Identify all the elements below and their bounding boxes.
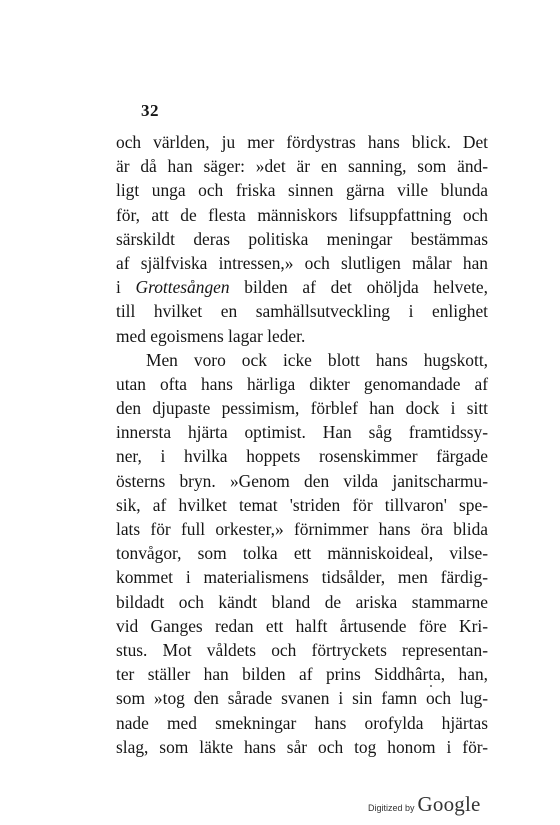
text-line: slag, som läkte hans sår och tog honom i för- [116, 736, 488, 757]
text-line: den djupaste pessimism, förblef han dock i sitt [116, 398, 488, 419]
text-line: kommet i materialismens tidsålder, men färdig- [116, 567, 488, 588]
text-line: ner, i hvilka hoppets rosenskimmer färgade [116, 446, 488, 467]
page-number: 32 [141, 101, 159, 120]
text-line: innersta hjärta optimist. Han såg framtidssy- [116, 422, 488, 443]
text-line: österns bryn. »Genom den vilda janitscharmu- [116, 470, 488, 491]
text-line: ligt unga och friska sinnen gärna ville blunda [116, 180, 488, 201]
text-line: af själfviska intressen,» och slutligen målar han [116, 252, 488, 273]
poem-title: Grottesången [135, 277, 230, 298]
text-line: som »tog den sårade svanen i sin famn och lug- [116, 688, 488, 709]
google-logo-text: Google [417, 792, 481, 816]
text-line: särskildt deras politiska meningar bestämmas [116, 228, 488, 249]
text-line: bildadt och kändt bland de ariska stammarne [116, 591, 488, 612]
text-segment: bilden af det ohöljda helvete, [229, 277, 488, 298]
digitized-by-label: Digitized by [368, 803, 415, 813]
body-text [116, 130, 488, 759]
paragraph-end-line: med egoismens lagar leder. [116, 325, 306, 346]
text-segment: i [116, 277, 136, 298]
text-line: sik, af hvilket temat 'striden för tillvaron' spe- [116, 494, 488, 515]
text-line: nade med smekningar hans orofylda hjärtas [116, 712, 488, 733]
text-line: är då han säger: »det är en sanning, som änd- [116, 156, 488, 177]
text-line: utan ofta hans härliga dikter genomandade af [116, 373, 488, 394]
text-line: för, att de flesta människors lifsuppfattning och [116, 204, 488, 225]
paragraph-start-line: Men voro ock icke blott hans hugskott, [146, 349, 488, 370]
text-line: tonvågor, som tolka ett människoideal, vilse- [116, 543, 488, 564]
ink-speck [430, 685, 432, 687]
digitization-watermark [368, 792, 481, 817]
text-line: stus. Mot våldets och förtryckets representan- [116, 639, 488, 660]
text-line-with-title [116, 275, 488, 299]
text-line: lats för full orkester,» förnimmer hans öra blida [116, 519, 488, 539]
text-line: och världen, ju mer fördystras hans blick. Det [116, 132, 488, 152]
text-line: ter ställer han bilden af prins Siddhârta, han, [116, 664, 488, 685]
text-line: vid Ganges redan ett halft årtusende före Kri- [116, 615, 488, 636]
text-line: till hvilket en samhällsutveckling i enlighet [116, 301, 488, 322]
